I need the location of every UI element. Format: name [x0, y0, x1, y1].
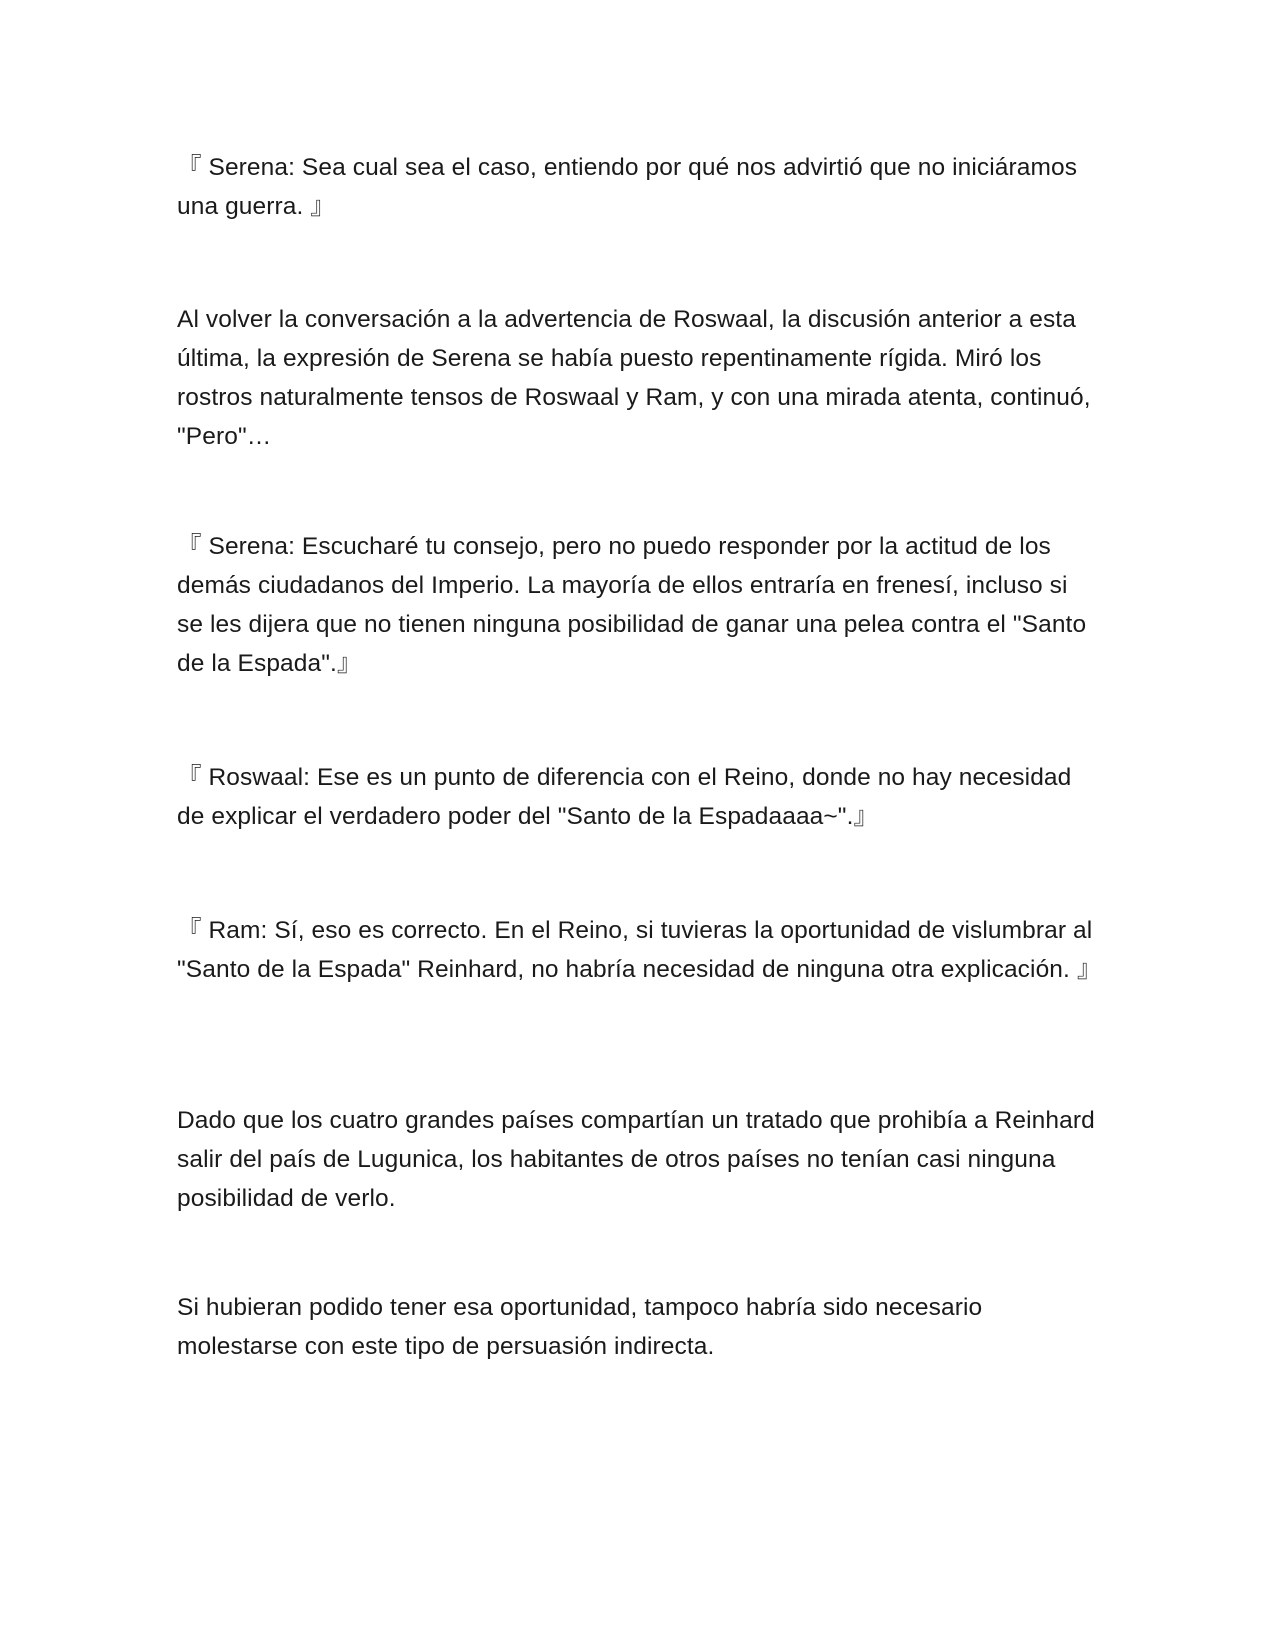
- narration-paragraph-2: Dado que los cuatro grandes países compartían un tratado que prohibía a Reinhard salir del país de Lugunica, los habitantes de otros países no tenían casi ninguna posibilidad de verlo.: [177, 1107, 1095, 1212]
- dialogue-paragraph-ram: 『 Ram: Sí, eso es correcto. En el Reino, si tuvieras la oportunidad de vislumbrar al "Santo de la Espada" Reinhard, no habría necesidad de ninguna otra explicación. 』: [177, 917, 1102, 983]
- dialogue-paragraph-roswaal: 『 Roswaal: Ese es un punto de diferencia con el Reino, donde no hay necesidad de explicar el verdadero poder del "Santo de la Espadaaaa~".』: [177, 764, 1072, 830]
- dialogue-paragraph-serena-1: 『 Serena: Sea cual sea el caso, entiendo por qué nos advirtió que no iniciáramos una guerra. 』: [177, 154, 1078, 220]
- dialogue-paragraph-serena-2: 『 Serena: Escucharé tu consejo, pero no puedo responder por la actitud de los demás ciudadanos del Imperio. La mayoría de ellos entraría en frenesí, incluso si se les dijera que no tienen ninguna posibilidad de ganar una pelea contra el "Santo de la Espada".』: [177, 533, 1087, 677]
- narration-paragraph-3: Si hubieran podido tener esa oportunidad, tampoco habría sido necesario molestarse con este tipo de persuasión indirecta.: [177, 1294, 983, 1360]
- narration-paragraph-1: Al volver la conversación a la advertencia de Roswaal, la discusión anterior a esta última, la expresión de Serena se había puesto repentinamente rígida. Miró los rostros naturalmente tensos de Roswaal y Ram, y con una mirada atenta, continuó, "Pero"…: [177, 306, 1091, 450]
